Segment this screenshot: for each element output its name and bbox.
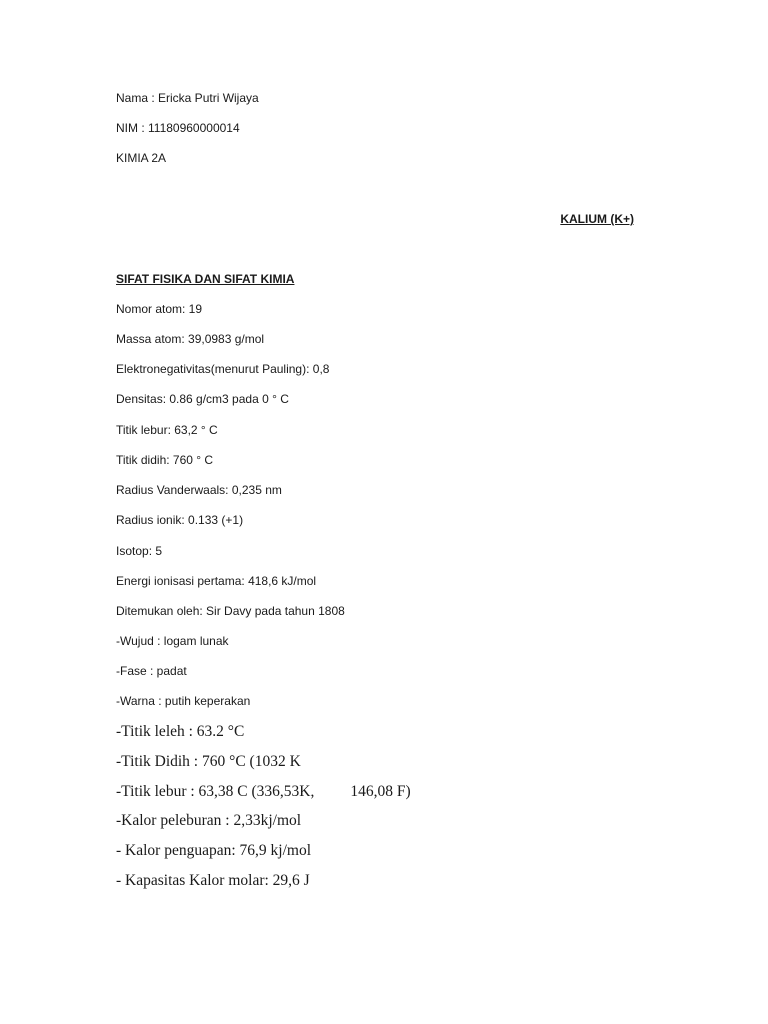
property-ionization-energy: Energi ionisasi pertama: 418,6 kJ/mol <box>116 574 317 588</box>
thermal-heat-of-vaporization: - Kalor penguapan: 76,9 kj/mol <box>116 842 311 859</box>
student-nim: NIM : 11180960000014 <box>116 121 240 135</box>
thermal-fusion-point-celsius: -Titik lebur : 63,38 C (336,53K, <box>116 783 315 800</box>
property-electronegativity: Elektronegativitas(menurut Pauling): 0,8 <box>116 362 330 376</box>
student-name: Nama : Ericka Putri Wijaya <box>116 91 259 105</box>
property-density: Densitas: 0.86 g/cm3 pada 0 ° C <box>116 392 289 406</box>
thermal-molar-heat-capacity: - Kapasitas Kalor molar: 29,6 J <box>116 872 310 889</box>
property-atomic-mass: Massa atom: 39,0983 g/mol <box>116 332 265 346</box>
property-isotopes: Isotop: 5 <box>116 544 163 558</box>
property-melting-point: Titik lebur: 63,2 ° C <box>116 423 218 437</box>
property-boiling-point: Titik didih: 760 ° C <box>116 453 214 467</box>
thermal-boiling-point: -Titik Didih : 760 °C (1032 K <box>116 753 301 770</box>
thermal-fusion-point <box>116 782 411 802</box>
property-atomic-number: Nomor atom: 19 <box>116 302 203 316</box>
property-phase: -Fase : padat <box>116 664 187 678</box>
property-ionic-radius: Radius ionik: 0.133 (+1) <box>116 513 244 527</box>
document-title: KALIUM (K+) <box>560 212 634 226</box>
thermal-fusion-point-fahrenheit: 146,08 F) <box>350 783 411 800</box>
property-color: -Warna : putih keperakan <box>116 694 251 708</box>
property-discovered-by: Ditemukan oleh: Sir Davy pada tahun 1808 <box>116 604 345 618</box>
thermal-heat-of-fusion: -Kalor peleburan : 2,33kj/mol <box>116 812 302 829</box>
class-label: KIMIA 2A <box>116 151 167 165</box>
property-vanderwaals-radius: Radius Vanderwaals: 0,235 nm <box>116 483 282 497</box>
section-heading: SIFAT FISIKA DAN SIFAT KIMIA <box>116 272 295 286</box>
thermal-melting-point: -Titik leleh : 63.2 °C <box>116 723 245 740</box>
property-form: -Wujud : logam lunak <box>116 634 229 648</box>
